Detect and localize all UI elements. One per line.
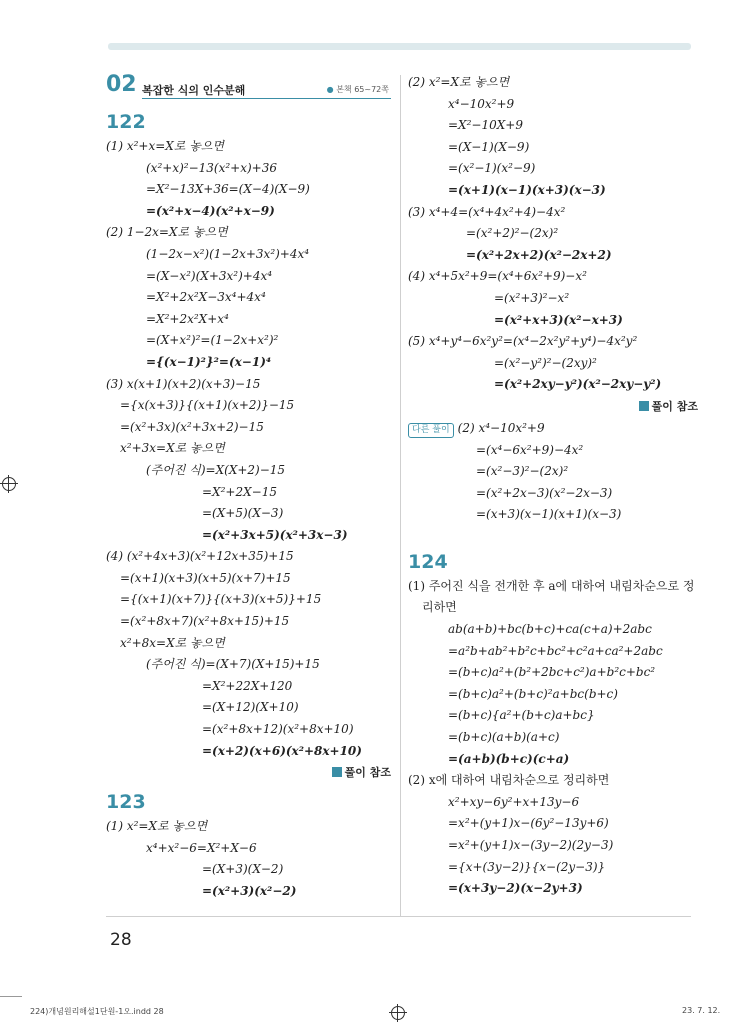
solution-line: =(x²+8x+7)(x²+8x+15)+15 [120, 614, 290, 629]
page-number: 28 [110, 930, 132, 950]
bullet-icon: ● [326, 85, 337, 94]
solution-line: (2) x에 대하여 내림차순으로 정리하면 [408, 773, 610, 788]
answer-box-icon [639, 401, 649, 411]
bottom-rule [106, 916, 691, 917]
solution-line: (5) x⁴+y⁴−6x²y²=(x⁴−2x²y²+y⁴)−4x²y² [408, 334, 638, 349]
right-column [408, 72, 698, 900]
solution-line: =(X−1)(X−9) [448, 139, 530, 154]
section-header [106, 72, 391, 100]
solution-line: (1) x²=X로 놓으면 [106, 819, 208, 834]
solution-line: =(x+3)(x−1)(x+1)(x−3) [476, 507, 622, 522]
alt-solution-tag: 다른 풀이 [408, 423, 454, 438]
problem-number-124: 124 [408, 550, 448, 573]
solution-line: =(b+c)(a+b)(a+c) [448, 730, 560, 745]
solution-line: (주어진 식)=X(X+2)−15 [146, 462, 286, 477]
solution-line: =(X+3)(X−2) [202, 862, 284, 877]
solution-line: =(x+1)(x+3)(x+5)(x+7)+15 [120, 570, 291, 585]
solution-line: (4) x⁴+5x²+9=(x⁴+6x²+9)−x² [408, 269, 587, 284]
solution-line: =(b+c)a²+(b²+2bc+c²)a+b²c+bc² [448, 665, 656, 680]
solution-line: =(x⁴−6x²+9)−4x² [476, 442, 584, 457]
footer-rule [0, 996, 22, 997]
solution-line: =(b+c)a²+(b+c)²a+bc(b+c) [448, 686, 618, 701]
solution-line: x²+3x=X로 놓으면 [120, 441, 225, 456]
solution-line: x²+8x=X로 놓으면 [120, 635, 225, 650]
answer-line: =(x²+3)(x²−2) [202, 884, 297, 898]
solution-line: =X²−13X+36=(X−4)(X−9) [146, 182, 310, 197]
solution-line: =(x²+3x)(x²+3x+2)−15 [120, 419, 264, 434]
solution-line: ab(a+b)+bc(b+c)+ca(c+a)+2abc [448, 622, 652, 637]
solution-line: =(x²−y²)²−(2xy)² [494, 355, 597, 370]
solution-line: x⁴+x²−6=X²+X−6 [146, 840, 257, 855]
left-column [106, 72, 391, 903]
solution-line: x⁴−10x²+9 [448, 96, 515, 111]
print-footer [0, 996, 741, 1024]
solution-line: (1) x²+x=X로 놓으면 [106, 139, 224, 153]
column-divider [400, 75, 401, 917]
solution-line: (2) x²=X로 놓으면 [408, 75, 510, 89]
solution-line: =(X+5)(X−3) [202, 506, 284, 521]
solution-line: (4) (x²+4x+3)(x²+12x+35)+15 [106, 549, 294, 564]
solution-line: =(b+c){a²+(b+c)a+bc} [448, 708, 595, 723]
answer-line: =(x²+x+3)(x²−x+3) [494, 312, 623, 327]
solution-line: =(X+12)(X+10) [202, 700, 299, 715]
section-title: 복잡한 식의 인수분해 [142, 84, 246, 97]
answer-box-icon [332, 767, 342, 777]
see-solution-label [408, 396, 698, 418]
section-rule [142, 98, 391, 99]
solution-line: =X²+22X+120 [202, 678, 293, 693]
solution-line: =(x²+8x+12)(x²+8x+10) [202, 722, 354, 737]
answer-line: =(x²+2x+2)(x²−2x+2) [466, 247, 612, 262]
see-solution-label [106, 762, 391, 784]
solution-line: =(x²+2x−3)(x²−2x−3) [476, 485, 613, 500]
solution-line: (2) 1−2x=X로 놓으면 [106, 225, 228, 240]
solution-line: (x²+x)²−13(x²+x)+36 [146, 160, 277, 175]
section-reference [327, 84, 389, 95]
solution-line: =(x²+3)²−x² [494, 290, 570, 305]
see-solution-text: 풀이 참조 [651, 399, 698, 413]
solution-line: (1−2x−x²)(1−2x+3x²)+4x⁴ [146, 246, 310, 261]
section-number: 02 [106, 72, 137, 97]
solution-line: (3) x(x+1)(x+2)(x+3)−15 [106, 376, 261, 391]
solution-line: =X²+2X−15 [202, 484, 277, 499]
solution-line: (1) 주어진 식을 전개한 후 a에 대하여 내림차순으로 정 [408, 578, 695, 593]
solution-line: =X²−10X+9 [448, 118, 523, 133]
solution-line: =(x²+2)²−(2x)² [466, 226, 559, 241]
solution-line: ={(x+1)(x+7)}{(x+3)(x+5)}+15 [120, 592, 322, 607]
registration-mark-icon [2, 477, 16, 491]
solution-line: x²+xy−6y²+x+13y−6 [448, 794, 580, 809]
problem-number-122: 122 [106, 111, 146, 133]
solution-line: =(x²−1)(x²−9) [448, 161, 536, 176]
answer-line: =(x²+x−4)(x²+x−9) [146, 203, 275, 218]
solution-line: =x²+(y+1)x−(3y−2)(2y−3) [448, 838, 614, 852]
answer-line: =(a+b)(b+c)(c+a) [448, 751, 570, 766]
section-ref-text: 본책 65~72쪽 [336, 85, 389, 94]
top-decoration-bar [108, 43, 691, 50]
solution-line: =x²+(y+1)x−(6y²−13y+6) [448, 816, 609, 831]
answer-line: =(x²+2xy−y²)(x²−2xy−y²) [494, 377, 662, 392]
solution-line: ={x+(3y−2)}{x−(2y−3)} [448, 859, 606, 874]
solution-line: =X²+2x²X+x⁴ [146, 311, 229, 326]
answer-line: =(x+3y−2)(x−2y+3) [448, 881, 583, 896]
alt-solution-line [408, 418, 698, 440]
footer-filename: 224)개념원리해설1단원-1오.indd 28 [30, 1007, 164, 1016]
solution-line: 리하면 [422, 600, 457, 615]
answer-line: =(x+1)(x−1)(x+3)(x−3) [448, 182, 606, 197]
solution-line: =X²+2x²X−3x⁴+4x⁴ [146, 290, 266, 305]
answer-line: ={(x−1)²}²=(x−1)⁴ [146, 354, 272, 369]
answer-line: =(x²+3x+5)(x²+3x−3) [202, 527, 348, 542]
problem-number-123: 123 [106, 791, 146, 814]
solution-line: =(x²−3)²−(2x)² [476, 464, 569, 479]
solution-line: (3) x⁴+4=(x⁴+4x²+4)−4x² [408, 204, 566, 219]
solution-line: =(X−x²)(X+3x²)+4x⁴ [146, 268, 273, 283]
solution-line: =a²b+ab²+b²c+bc²+c²a+ca²+2abc [448, 643, 663, 658]
registration-mark-icon [391, 1006, 405, 1020]
solution-line: =(X+x²)²=(1−2x+x²)² [146, 333, 279, 348]
answer-line: =(x+2)(x+6)(x²+8x+10) [202, 743, 362, 758]
solution-line: ={x(x+3)}{(x+1)(x+2)}−15 [120, 398, 295, 413]
see-solution-text: 풀이 참조 [344, 766, 391, 780]
solution-line: (주어진 식)=(X+7)(X+15)+15 [146, 657, 320, 672]
footer-date: 23. 7. 12. [682, 1006, 721, 1015]
alt-solution-text: (2) x⁴−10x²+9 [457, 420, 545, 435]
